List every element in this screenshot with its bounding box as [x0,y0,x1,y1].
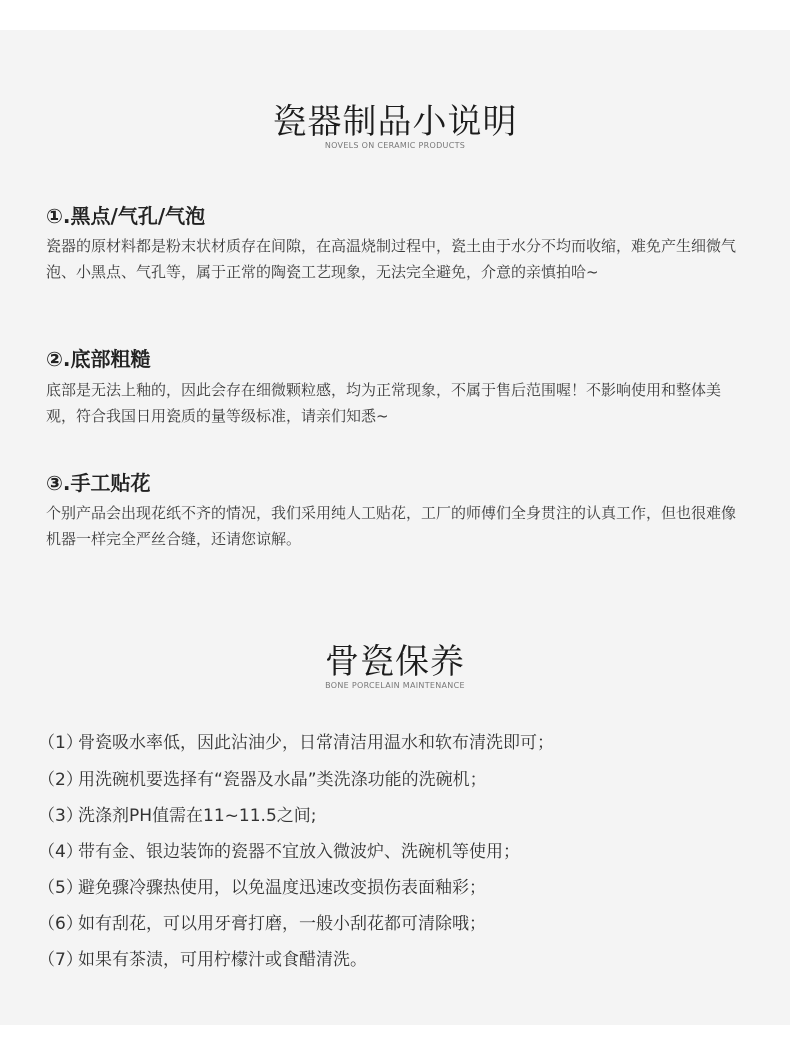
section-subtitle-ceramic-notes: NOVELS ON CERAMIC PRODUCTS [324,141,466,150]
section-title-bone-china-care: 骨瓷保养 [325,642,465,682]
care-item-4 [38,837,520,862]
care-item-6 [38,909,486,934]
care-item-2 [38,765,487,790]
care-item-5 [38,873,486,898]
care-item-text: 如有刮花，可以用牙膏打磨，一般小刮花都可清除哦； [78,914,486,934]
care-item-text: 骨瓷吸水率低，因此沾油少，日常清洁用温水和软布清洗即可； [78,733,554,753]
section-subtitle-bone-china-care: BONE PORCELAIN MAINTENANCE [325,681,465,690]
care-item-text: 如果有茶渍，可用柠檬汁或食醋清洗。 [78,950,367,970]
note-body-rough-bottom: 底部是无法上釉的，因此会存在细微颗粒感，均为正常现象，不属于售后范围喔！不影响使用和整体美观，符合我国日用瓷质的量等级标准，请亲们知悉~ [46,381,722,425]
care-item-number: （3） [38,806,83,826]
care-item-number: （5） [38,878,83,898]
care-item-text: 用洗碗机要选择有“瓷器及水晶”类洗涤功能的洗碗机； [78,770,487,790]
note-body-decal: 个别产品会出现花纸不齐的情况，我们采用纯人工贴花，工厂的师傅们全身贯注的认真工作，但也很难像机器一样完全严丝合缝，还请您谅解。 [46,504,737,548]
care-item-number: （1） [38,733,83,753]
care-item-number: （7） [38,950,83,970]
care-item-1 [38,728,554,753]
care-item-number: （2） [38,770,83,790]
care-item-7 [38,945,367,970]
note-heading-decal: ③.手工贴花 [46,471,151,495]
care-item-3 [38,801,317,826]
care-item-text: 避免骤冷骤热使用，以免温度迅速改变损伤表面釉彩； [78,878,486,898]
note-heading-spots: ①.黑点/气孔/气泡 [46,204,206,228]
section-title-ceramic-notes: 瓷器制品小说明 [272,102,518,142]
care-item-number: （6） [38,914,83,934]
care-item-number: （4） [38,842,83,862]
note-heading-rough-bottom: ②.底部粗糙 [46,347,151,371]
note-body-spots: 瓷器的原材料都是粉末状材质存在间隙，在高温烧制过程中，瓷土由于水分不均而收缩，难免产生细微气泡、小黑点、气孔等，属于正常的陶瓷工艺现象，无法完全避免，介意的亲慎拍哈~ [46,237,737,281]
care-item-text: 洗涤剂PH值需在11~11.5之间; [78,806,317,826]
care-item-text: 带有金、银边装饰的瓷器不宜放入微波炉、洗碗机等使用； [78,842,520,862]
